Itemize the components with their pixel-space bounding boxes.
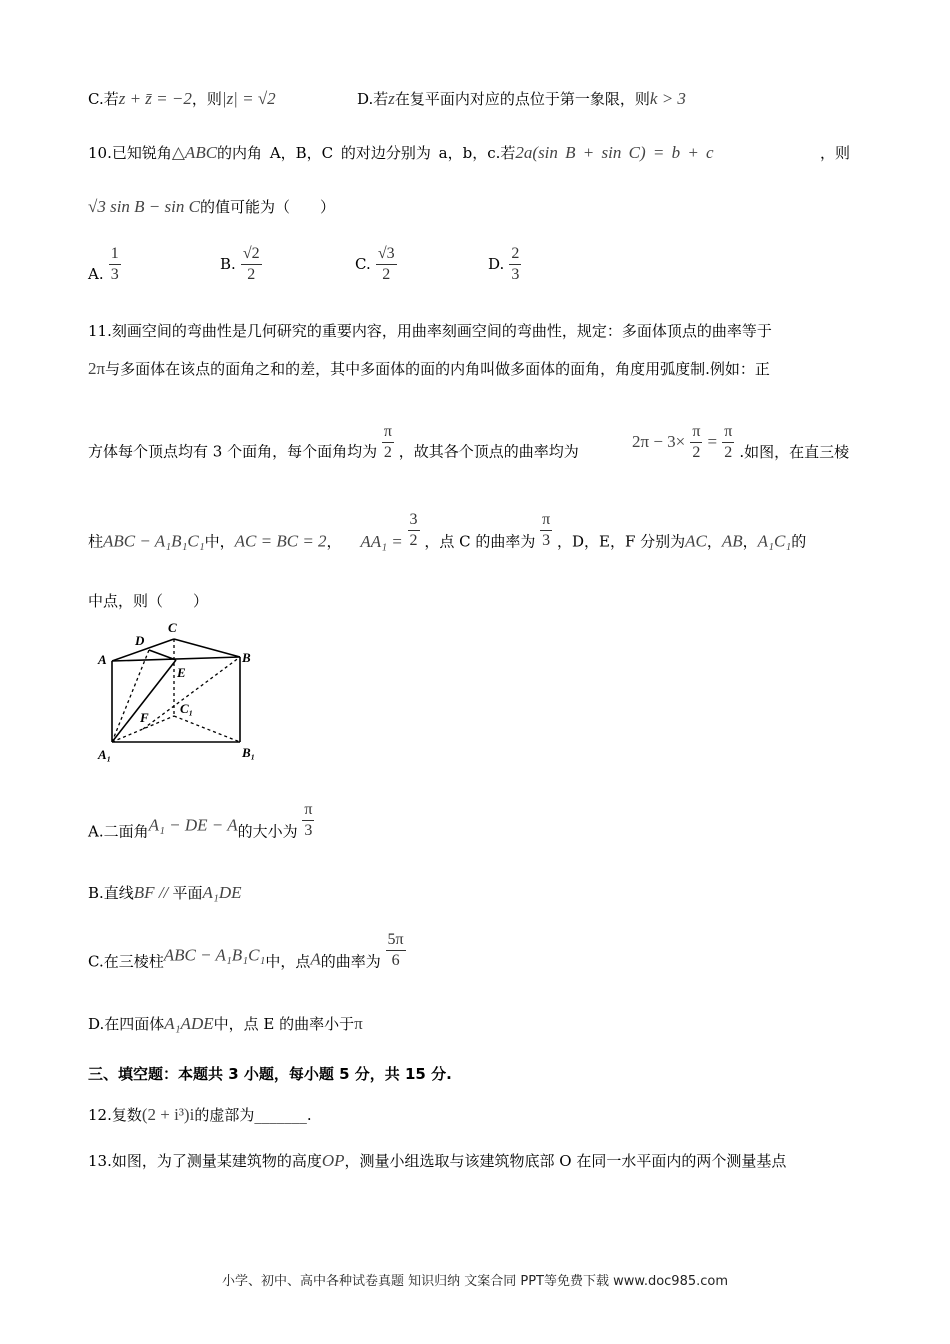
label-b1: B₁	[242, 745, 256, 760]
q10-option-d-value: $\frac{2}{3}$	[511, 245, 520, 283]
q11-option-d: D.在四面体A₁ADE中，点 E 的曲率小于π	[88, 1014, 363, 1033]
prism-figure	[90, 618, 270, 768]
q10-option-a-value: $\frac{1}{3}$	[110, 245, 119, 283]
edge-fb	[143, 657, 240, 729]
edge-a1e	[112, 660, 176, 742]
q10-stem-line1: 10.已知锐角△ABC的内角 A，B，C 的对边分别为 a，b，c.若2a(sin B + sin C) = b + c	[88, 143, 714, 162]
label-d: D	[135, 633, 145, 648]
page-footer: 小学、初中、高中各种试卷真题 知识归纳 文案合同 PPT等免费下载 www.doc985.com	[221, 1274, 729, 1289]
label-a1: A₁	[98, 747, 112, 762]
q11-option-b: B.直线BF // 平面A₁DE	[88, 883, 242, 902]
q10-stem-line2: √3 sin B − sin C的值可能为（ ）	[88, 197, 335, 216]
edge-cb	[174, 639, 240, 657]
q10-equation: 2a(sin B + sin C) = b + c	[515, 143, 714, 162]
q11-stem-line1: 11.刻画空间的弯曲性是几何研究的重要内容，用曲率刻画空间的弯曲性，规定：多面体顶点的曲率等于	[88, 322, 772, 340]
label-b: B	[242, 650, 251, 665]
q10-option-c: C. $\frac{√3}{2}$	[355, 245, 395, 283]
q10-option-d: D. $\frac{2}{3}$	[488, 245, 520, 283]
q9-option-d-result: k > 3	[649, 89, 686, 108]
edge-de	[149, 650, 176, 660]
q11-option-c: C.在三棱柱ABC − A₁B₁C₁中，点A的曲率为 $\frac{5\pi}{6}$	[88, 931, 404, 971]
q10-stem-then: ，则	[820, 144, 851, 162]
q10-option-a: A. $\frac{1}{3}$	[88, 245, 119, 283]
q11-stem-line5: 中点，则（ ）	[88, 592, 209, 610]
q10-expression: √3 sin B − sin C	[88, 197, 200, 216]
label-c1: C₁	[180, 701, 194, 716]
q10-option-b: B. $\frac{√2}{2}$	[220, 245, 260, 283]
q9-option-c-result: |z| = √2	[221, 89, 276, 108]
q12-answer-blank: _______.	[254, 1106, 312, 1124]
label-c: C	[168, 620, 177, 635]
label-e: E	[177, 665, 186, 680]
q9-option-d: D.若z在复平面内对应的点位于第一象限，则k > 3	[357, 89, 686, 108]
q9-option-c: C.若z + z̄ = −2，则|z| = √2	[88, 89, 276, 108]
section-3-title: 三、填空题：本题共 3 小题，每小题 5 分，共 15 分.	[88, 1065, 452, 1083]
edge-c1b1	[174, 716, 240, 742]
q10-option-c-value: $\frac{√3}{2}$	[377, 245, 395, 283]
q11-stem-line3: 方体每个顶点均有 3 个面角，每个面角均为 $\frac{\pi}{2}$ ，故其各个顶点的曲率均为	[88, 423, 579, 461]
q12-stem: 12.复数(2 + i³)i的虚部为_______.	[88, 1105, 312, 1124]
q10-option-b-value: $\frac{√2}{2}$	[242, 245, 260, 283]
q12-expression: (2 + i³)i	[141, 1105, 195, 1124]
q11-stem-line4: 柱ABC − A₁B₁C₁中，AC = BC = 2， AA₁ = $\frac{3}{2}$ ，点 C 的曲率为 $\frac{\pi}{3}$ ，D，E，F 分别为AC，AB，A₁C₁的	[88, 511, 807, 551]
label-a: A	[98, 652, 107, 667]
q11-stem-line2: 2π与多面体在该点的面角之和的差，其中多面体的面的内角叫做多面体的面角，角度用弧度制.例如：正	[88, 359, 770, 378]
q13-stem: 13.如图，为了测量某建筑物的高度OP，测量小组选取与该建筑物底部 O 在同一水平面内的两个测量基点	[88, 1151, 787, 1170]
q11-option-a: A.二面角A₁ − DE − A的大小为 $\frac{\pi}{3}$	[88, 801, 313, 841]
q11-curvature-example: 2π − 3× $\frac{\pi}{2}$ = $\frac{\pi}{2}$ .如图，在直三棱	[632, 423, 850, 461]
label-f: F	[140, 710, 149, 725]
q9-option-c-expr: z + z̄ = −2	[118, 89, 192, 108]
